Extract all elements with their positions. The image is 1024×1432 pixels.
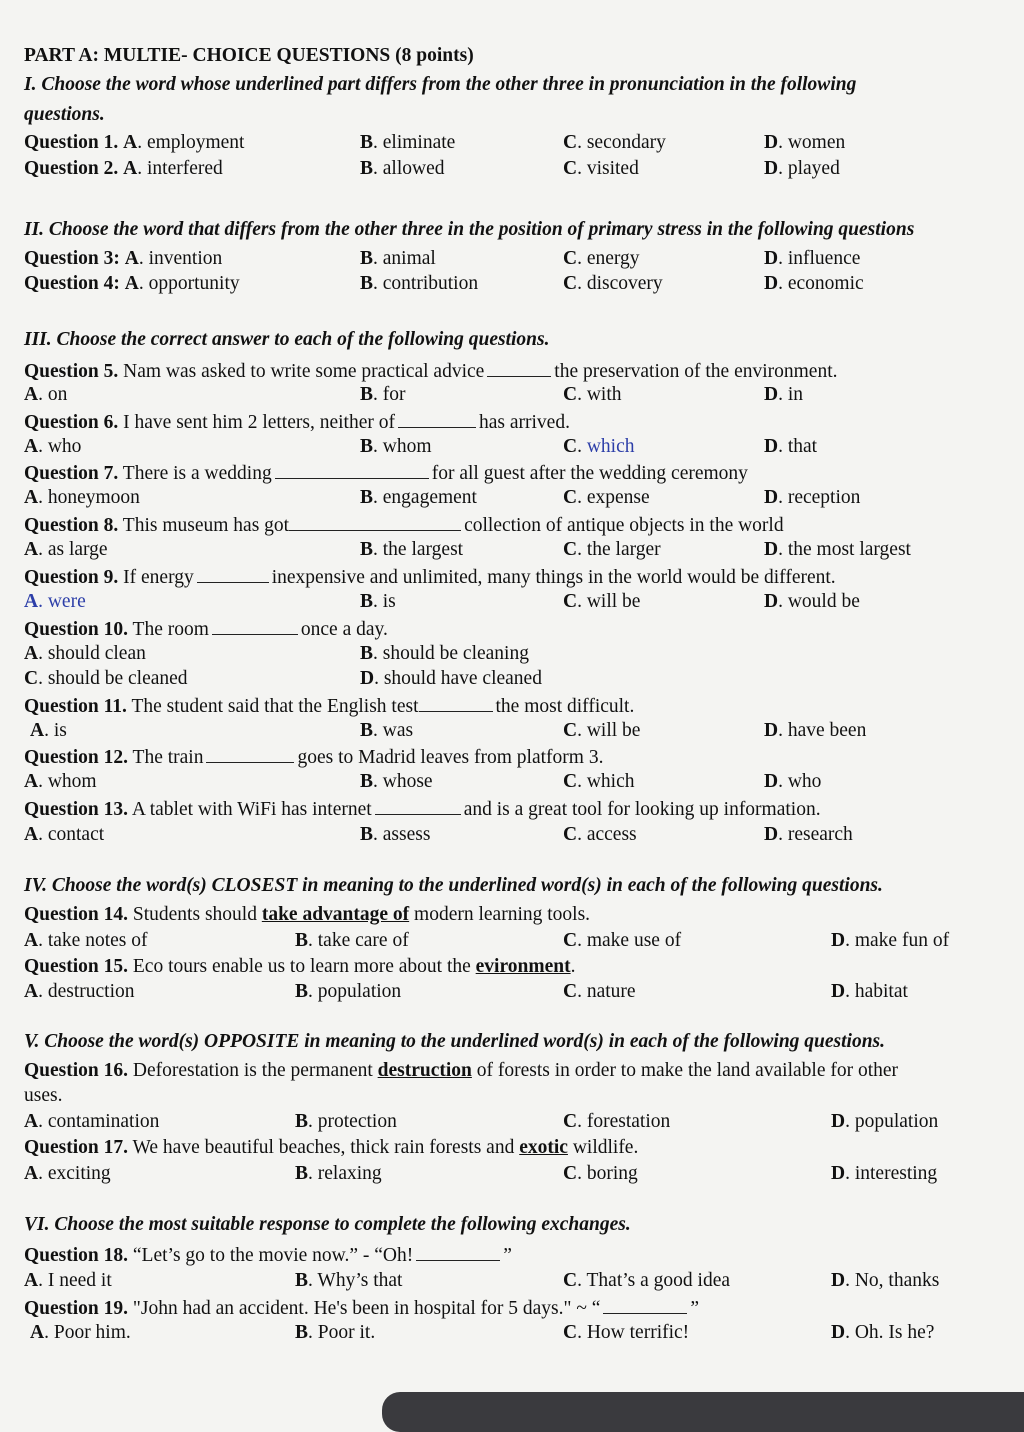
section-1-heading: I. Choose the word whose underlined part differs from the other three in pronunciation in the following xyxy=(24,74,857,95)
section-3-heading: III. Choose the correct answer to each of the following questions. xyxy=(24,329,550,350)
q19-option-d[interactable]: D. Oh. Is he? xyxy=(831,1322,935,1343)
question-19-stem: Question 19. "John had an accident. He's been in hospital for 5 days." ~ “ ” xyxy=(24,1295,699,1321)
q12-option-a[interactable]: A. whom xyxy=(24,771,97,792)
question-18-stem: Question 18. “Let’s go to the movie now.” - “Oh! ” xyxy=(24,1242,512,1268)
q6-option-b[interactable]: B. whom xyxy=(360,436,432,457)
q17-option-c[interactable]: C. boring xyxy=(563,1163,638,1184)
q16-option-d[interactable]: D. population xyxy=(831,1111,939,1132)
q8-option-a[interactable]: A. as large xyxy=(24,539,108,560)
q17-option-a[interactable]: A. exciting xyxy=(24,1163,111,1184)
q15-option-b[interactable]: B. population xyxy=(295,981,402,1002)
question-4: Question 4: A. opportunity xyxy=(24,273,240,294)
q2-option-b[interactable]: B. allowed xyxy=(360,158,445,179)
q13-option-c[interactable]: C. access xyxy=(563,824,637,845)
question-3: Question 3: A. invention xyxy=(24,248,223,269)
q9-option-d[interactable]: D. would be xyxy=(764,591,860,612)
q1-option-c[interactable]: C. secondary xyxy=(563,132,666,153)
underlined-phrase: take advantage of xyxy=(261,904,410,925)
q14-option-c[interactable]: C. make use of xyxy=(563,930,682,951)
answer-blank[interactable] xyxy=(416,1242,500,1261)
q7-option-b[interactable]: B. engagement xyxy=(360,487,477,508)
q12-option-b[interactable]: B. whose xyxy=(360,771,433,792)
underlined-phrase: evironment xyxy=(475,956,571,977)
question-10-stem: Question 10. The room once a day. xyxy=(24,616,388,642)
section-4-heading: IV. Choose the word(s) CLOSEST in meaning to the underlined word(s) in each of the following questions. xyxy=(24,875,883,896)
question-12-stem: Question 12. The train goes to Madrid leaves from platform 3. xyxy=(24,744,603,770)
question-7-stem: Question 7. There is a wedding for all guest after the wedding ceremony xyxy=(24,460,748,486)
q19-option-a[interactable]: A. Poor him. xyxy=(30,1322,131,1343)
q14-option-d[interactable]: D. make fun of xyxy=(831,930,950,951)
answer-blank[interactable] xyxy=(398,409,476,428)
q9-option-c[interactable]: C. will be xyxy=(563,591,641,612)
q19-option-b[interactable]: B. Poor it. xyxy=(295,1322,376,1343)
q4-option-d[interactable]: D. economic xyxy=(764,273,864,294)
q2-option-c[interactable]: C. visited xyxy=(563,158,639,179)
answer-blank[interactable] xyxy=(375,796,461,815)
q13-option-a[interactable]: A. contact xyxy=(24,824,105,845)
q11-option-d[interactable]: D. have been xyxy=(764,720,867,741)
underlined-phrase: exotic xyxy=(519,1137,568,1158)
q5-option-c[interactable]: C. with xyxy=(563,384,622,405)
q3-option-c[interactable]: C. energy xyxy=(563,248,640,269)
q11-option-b[interactable]: B. was xyxy=(360,720,414,741)
underlined-phrase: destruction xyxy=(377,1060,472,1081)
q5-option-d[interactable]: D. in xyxy=(764,384,804,405)
q8-option-d[interactable]: D. the most largest xyxy=(764,539,911,560)
q14-option-b[interactable]: B. take care of xyxy=(295,930,409,951)
q9-option-b[interactable]: B. is xyxy=(360,591,396,612)
answer-blank[interactable] xyxy=(212,616,298,635)
question-11-stem: Question 11. The student said that the English test the most difficult. xyxy=(24,693,634,719)
section-6-heading: VI. Choose the most suitable response to complete the following exchanges. xyxy=(24,1214,631,1235)
question-2: Question 2. A. interfered xyxy=(24,158,223,179)
q10-option-a[interactable]: A. should clean xyxy=(24,643,146,664)
question-15-stem: Question 15. Eco tours enable us to learn more about the evironment. xyxy=(24,956,576,977)
q7-option-a[interactable]: A. honeymoon xyxy=(24,487,140,508)
q4-option-a[interactable]: opportunity xyxy=(148,273,240,294)
q13-option-b[interactable]: B. assess xyxy=(360,824,431,845)
q3-option-d[interactable]: D. influence xyxy=(764,248,861,269)
q10-option-b[interactable]: B. should be cleaning xyxy=(360,643,529,664)
q15-option-a[interactable]: A. destruction xyxy=(24,981,135,1002)
q3-option-a[interactable]: invention xyxy=(148,248,223,269)
q16-option-a[interactable]: A. contamination xyxy=(24,1111,160,1132)
q10-option-c[interactable]: C. should be cleaned xyxy=(24,668,188,689)
page-title: PART A: MULTIE- CHOICE QUESTIONS (8 points) xyxy=(24,45,474,66)
q9-option-a[interactable]: A. were xyxy=(24,591,86,612)
question-13-stem: Question 13. A tablet with WiFi has internet and is a great tool for looking up information. xyxy=(24,796,821,822)
q3-option-b[interactable]: B. animal xyxy=(360,248,436,269)
q2-option-d[interactable]: D. played xyxy=(764,158,840,179)
answer-blank[interactable] xyxy=(419,693,493,712)
q16-option-b[interactable]: B. protection xyxy=(295,1111,397,1132)
q11-option-c[interactable]: C. will be xyxy=(563,720,641,741)
bottom-overlay-bar xyxy=(382,1392,1024,1432)
q6-option-a[interactable]: A. who xyxy=(24,436,82,457)
answer-blank[interactable] xyxy=(289,512,461,531)
q12-option-c[interactable]: C. which xyxy=(563,771,635,792)
q18-option-d[interactable]: D. No, thanks xyxy=(831,1270,940,1291)
q8-option-b[interactable]: B. the largest xyxy=(360,539,464,560)
q19-option-c[interactable]: C. How terrific! xyxy=(563,1322,690,1343)
q11-option-a[interactable]: A. is xyxy=(30,720,67,741)
q6-option-d[interactable]: D. that xyxy=(764,436,818,457)
q6-option-c[interactable]: C. which xyxy=(563,436,635,457)
question-6-stem: Question 6. I have sent him 2 letters, neither of has arrived. xyxy=(24,409,570,435)
question-8-stem: Question 8. This museum has got collection of antique objects in the world xyxy=(24,512,784,538)
question-5-stem: Question 5. Nam was asked to write some practical advice the preservation of the environment. xyxy=(24,358,838,384)
answer-blank[interactable] xyxy=(197,564,269,583)
q18-option-a[interactable]: A. I need it xyxy=(24,1270,112,1291)
question-9-stem: Question 9. If energy inexpensive and unlimited, many things in the world would be different. xyxy=(24,564,836,590)
answer-blank[interactable] xyxy=(603,1295,687,1314)
q10-option-d[interactable]: D. should have cleaned xyxy=(360,668,542,689)
answer-blank[interactable] xyxy=(487,358,551,377)
q8-option-c[interactable]: C. the larger xyxy=(563,539,661,560)
q18-option-b[interactable]: B. Why’s that xyxy=(295,1270,403,1291)
question-14-stem: Question 14. Students should take advantage of modern learning tools. xyxy=(24,904,591,925)
q16-option-c[interactable]: C. forestation xyxy=(563,1111,671,1132)
q2-option-a[interactable]: interfered xyxy=(146,158,223,179)
answer-blank[interactable] xyxy=(206,744,294,763)
question-17-stem: Question 17. We have beautiful beaches, thick rain forests and exotic wildlife. xyxy=(24,1137,639,1158)
question-1: Question 1. A. employment xyxy=(24,132,245,153)
q7-option-c[interactable]: C. expense xyxy=(563,487,650,508)
q17-option-d[interactable]: D. interesting xyxy=(831,1163,938,1184)
q18-option-c[interactable]: C. That’s a good idea xyxy=(563,1270,730,1291)
q4-option-c[interactable]: C. discovery xyxy=(563,273,663,294)
q15-option-c[interactable]: C. nature xyxy=(563,981,636,1002)
q12-option-d[interactable]: D. who xyxy=(764,771,822,792)
q7-option-d[interactable]: D. reception xyxy=(764,487,861,508)
q1-option-b[interactable]: B. eliminate xyxy=(360,132,456,153)
question-16-stem-cont: uses. xyxy=(24,1085,63,1106)
q17-option-b[interactable]: B. relaxing xyxy=(295,1163,382,1184)
q4-option-b[interactable]: B. contribution xyxy=(360,273,479,294)
q13-option-d[interactable]: D. research xyxy=(764,824,853,845)
section-5-heading: V. Choose the word(s) OPPOSITE in meaning to the underlined word(s) in each of the following questions. xyxy=(24,1031,886,1052)
q5-option-b[interactable]: B. for xyxy=(360,384,406,405)
section-2-heading: II. Choose the word that differs from the other three in the position of primary stress in the following questions xyxy=(24,219,915,240)
answer-blank[interactable] xyxy=(275,460,429,479)
q1-option-a[interactable]: employment xyxy=(146,132,245,153)
q5-option-a[interactable]: A. on xyxy=(24,384,68,405)
section-1-heading-cont: questions. xyxy=(24,104,105,125)
q14-option-a[interactable]: A. take notes of xyxy=(24,930,148,951)
q15-option-d[interactable]: D. habitat xyxy=(831,981,908,1002)
q1-option-d[interactable]: D. women xyxy=(764,132,846,153)
question-16-stem: Question 16. Deforestation is the permanent destruction of forests in order to make the land available for other xyxy=(24,1060,899,1081)
